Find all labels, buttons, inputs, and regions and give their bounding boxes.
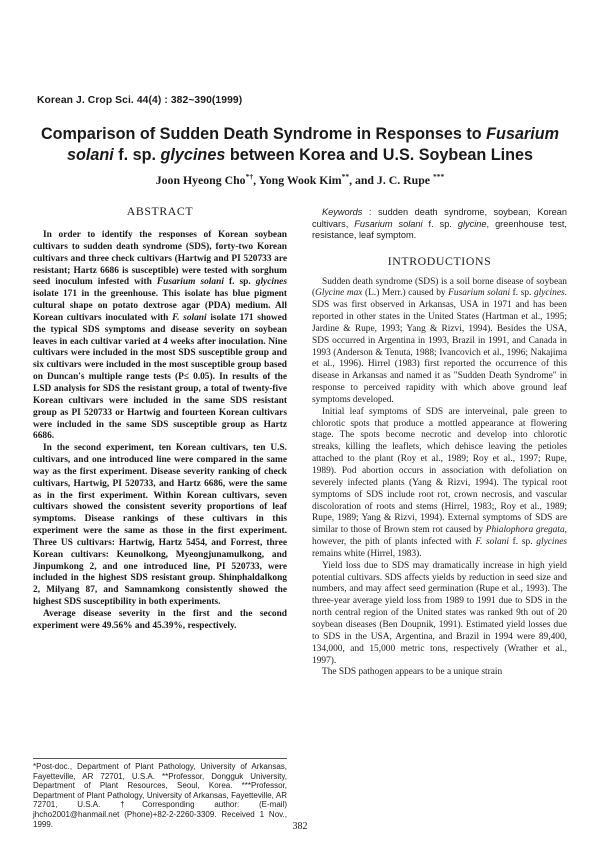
abstract-body <box>33 230 287 633</box>
abstract-text: In order to identify the responses of Korean soybean cultivars to sudden death syndrome (SDS), forty-two Korean cultivars and three check cultivars (Hartwig and PI 520733 are resistant; Hartz 6686 is susceptible) were tested with sorghum seed inoculum infested with <box>33 230 287 288</box>
author-mark: *** <box>432 172 445 181</box>
left-column <box>33 204 287 633</box>
intro-italic: Phialophora gregata <box>485 525 565 536</box>
title-italic-forma: glycines <box>160 146 226 164</box>
intro-text: . SDS was first observed in Arkansas, USA in 1971 and has been reported in other states in the United States (Hartman et al., 1995; Jardine & Rupe, 1993; Yang & Rizvi, 1994). Besides the USA, SDS occurred in Argentina in 1993, Brazil in 1991, and Canada in 1993 (Anderson & Tenuta, 1988; Ivancovich et al., 1996; Nakajima et al., 1996). Hirrel (1983) first reported the occurrence of this disease in Arkansas and named it as "Sudden Death Syndrome" in response to perceived rapidity with which above ground leaf symptoms developed. <box>312 288 567 405</box>
abstract-paragraph <box>33 230 287 443</box>
intro-text: (L.) Merr.) caused by <box>362 288 449 299</box>
intro-italic: glycines <box>536 537 567 548</box>
author-list <box>30 172 570 188</box>
abstract-italic: glycines <box>255 277 287 288</box>
author-name: Joon Hyeong Cho <box>155 173 246 187</box>
title-italic-genus: Fusarium <box>486 125 560 143</box>
intro-text: remains white (Hirrel, 1983). <box>312 548 422 559</box>
intro-paragraph: The SDS pathogen appears to be a unique strain <box>322 667 503 678</box>
intro-text: f. sp. <box>510 288 534 299</box>
intro-text: , however, the pith of plants infected with <box>312 525 568 548</box>
abstract-paragraph: In the second experiment, ten Korean cultivars, ten U.S. cultivars, and one introduced line were compared in the same way as the first experiment. Disease severity ranking of check cultivars, Hartwig, PI 520733, and Hartz 6686, were the same as in the first experiment. Within Korean cultivars, seven cultivars showed the consistent severity proportions of leaf symptoms. Disease rankings of these cultivars in this experiment were the same as those in the first experiment. Three US cultivars: Hartwig, Hartz 5454, and Forrest, three Korean cultivars: Keunolkong, Myeongjunamulkong, and Jinpumkong 2, and one introduced line, PI 520733, were included in the highest SDS resistant group. Shinphaldalkong 2, Milyang 87, and Samnamkong consistently showed the highest SDS susceptibility in both experiments. <box>33 443 287 608</box>
keywords-text: : sudden death syndrome, soybean, Korean cultivars, <box>312 207 567 229</box>
intro-italic: glycines <box>533 288 565 299</box>
intro-paragraph: Yield loss due to SDS may dramatically increase in high yield potential cultivars. SDS affects yields by reduction in seed size and numbers, and may affect seed germination (Rupe et al., 1993). The three-year average yield loss from 1989 to 1991 due to SDS in the north central region of the United states was ranked 9th out of 20 soybean diseases (Ben Doupnik, 1991). Estimated yield losses due to SDS in the USA, Argentina, and Brazil in 1994 were 89,400, 134,000, and 15,000 metric tons, respectively (Wrather et al., 1997). <box>312 560 567 666</box>
author-name: , Yong Wook Kim <box>253 173 342 187</box>
author-mark: ** <box>341 172 350 181</box>
keywords-italic: glycine <box>457 218 487 229</box>
keywords-label: Keywords <box>322 207 363 217</box>
journal-citation: Korean J. Crop Sci. 44(4) : 382~390(1999) <box>37 95 243 106</box>
author-mark: *† <box>245 172 254 181</box>
intro-paragraph <box>312 277 567 407</box>
abstract-italic: Fusarium solani <box>156 277 224 288</box>
intro-paragraph <box>312 407 567 561</box>
footnote: *Post-doc., Department of Plant Pathology, University of Arkansas, Fayetteville, AR 72701, U.S.A. **Professor, Dongguk University, Department of Plant Resources, Seoul, Korea. ***Professor, Department of Plant Pathology, University of Arkansas, Fayetteville, AR 72701, U.S.A. †Corresponding author: (E-mail) jhcho2001@hanmail.net (Phone)+82-2-2260-3309. Received 1 Nov., 1999. <box>33 762 287 829</box>
intro-text: Sudden death syndrome (SDS) is a soil borne disease of soybean ( <box>312 276 567 299</box>
author-name: , and J. C. Rupe <box>349 173 433 187</box>
intro-text: f. sp. <box>508 537 537 548</box>
paper-title <box>30 124 570 166</box>
page-number: 382 <box>292 821 308 832</box>
title-italic-species: solani <box>66 146 114 164</box>
abstract-italic: F. solani <box>172 312 207 323</box>
keywords-text: , greenhouse test, resistance, leaf symptom. <box>312 218 567 240</box>
right-column <box>312 207 567 679</box>
abstract-text: isolate 171 showed the typical SDS symptoms and disease severity on soybean leaves in each cultivar varied at 4 weeks after inoculation. Nine cultivars were included in the most SDS susceptible group and six cultivars were included in the most susceptible group based on Duncan's multiple range tests (P≤ 0.05). In results of the LSD analysis for SDS the resistant group, a total of twenty-five Korean cultivars were included in the same SDS resistant group as PI 520733 or Hartwig and fourteen Korean cultivars were included in the same SDS susceptible group as Hartz 6686. <box>33 312 287 442</box>
introduction-heading: INTRODUCTIONS <box>387 253 492 268</box>
introduction-body <box>312 277 567 680</box>
abstract-paragraph: Average disease severity in the first and the second experiment were 49.56% and 45.39%, respectively. <box>33 609 287 631</box>
abstract-text: isolate 171 in the greenhouse. This isolate has blue pigment cultural shape on potato dextrose agar (PDA) medium. All Korean cultivars inoculated with <box>33 289 287 323</box>
keywords-italic: Fusarium solani <box>354 218 423 229</box>
title-text: Comparison of Sudden Death Syndrome in Responses to <box>40 125 487 143</box>
keywords-text: f. sp. <box>422 218 458 229</box>
keywords <box>312 207 567 242</box>
intro-text: Initial leaf symptoms of SDS are interveinal, pale green to chlorotic spots that produce a mottled appearance at flowering stage. The spots become necrotic and develop into chlorotic streaks, killing the leaflets, which dehisce leaving the petioles attached to the plant (Roy et al., 1989; Roy et al., 1997; Rupe, 1989). Pod abortion occurs in association with defoliation on severely infected plants (Yang & Rizvi, 1994). The typical root symptoms of SDS include root rot, crown necrosis, and vascular discoloration of roots and stems (Hirrel, 1983;, Roy et al., 1989; Rupe, 1989; Yang & Rizvi, 1994). External symptoms of SDS are similar to those of Brown stem rot caused by <box>312 406 567 536</box>
title-text: f. sp. <box>113 146 161 164</box>
intro-italic: Glycine max <box>315 288 363 299</box>
abstract-heading: ABSTRACT <box>126 204 194 218</box>
abstract-text: f. sp. <box>223 277 256 288</box>
intro-italic: Fusarium solani <box>448 288 511 299</box>
footnote-divider <box>33 758 287 759</box>
intro-italic: F. solani <box>475 537 509 548</box>
title-text: between Korea and U.S. Soybean Lines <box>225 146 533 164</box>
